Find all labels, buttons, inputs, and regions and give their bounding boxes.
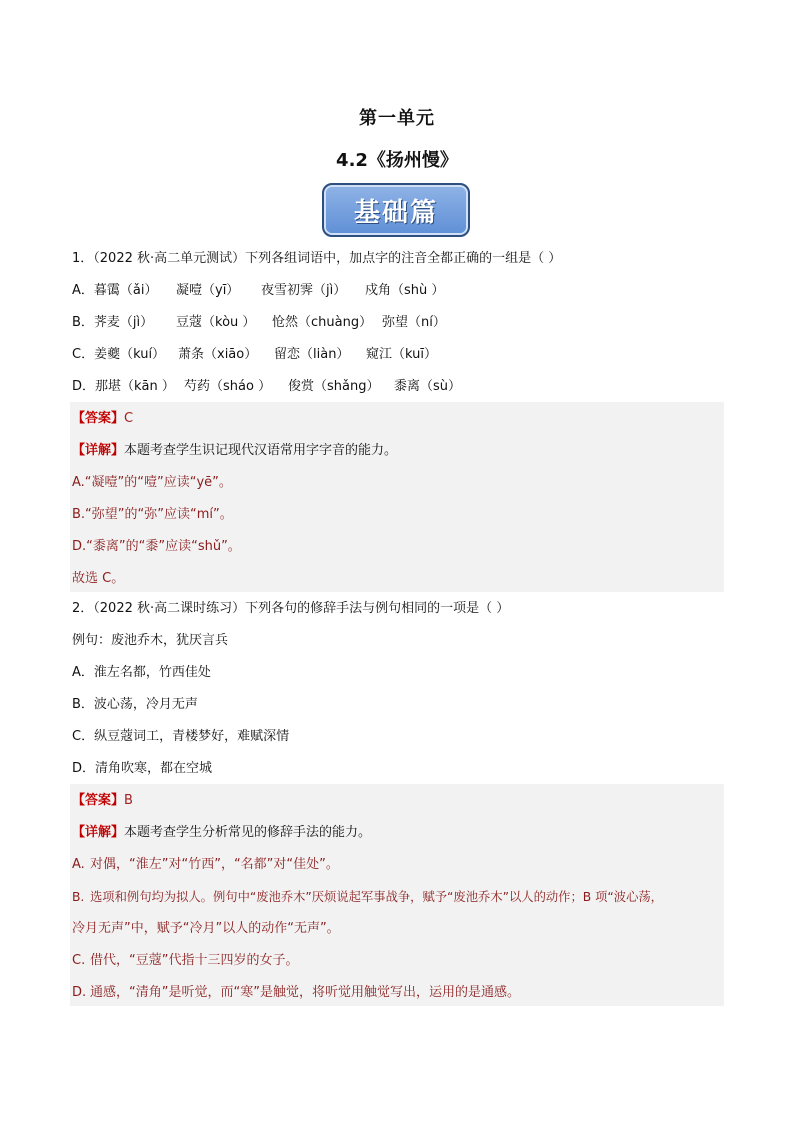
lesson-title: 4.2《扬州慢》: [336, 150, 458, 171]
question-2-option-a: A．淮左名都，竹西佳处: [72, 665, 211, 680]
question-2-option-b: B．波心荡，冷月无声: [72, 697, 198, 712]
option-part: 怆然（chuàng）: [272, 315, 373, 330]
explanation-line: [72, 984, 520, 1002]
question-2-stem: 2．（2022 秋·高二课时练习）下列各句的修辞手法与例句相同的一项是（ ）: [72, 601, 510, 616]
explanation-line: D.“黍离”的“黍”应读“shǔ”。: [72, 539, 241, 554]
explanation-line: 故选 C。: [72, 571, 125, 586]
question-1-answer: [72, 410, 133, 428]
explanation-line: [72, 920, 340, 938]
question-1-solution-box: [70, 402, 724, 592]
explanation-tag: 【详解】: [72, 825, 125, 840]
explanation-line: [72, 952, 298, 970]
option-part: C．姜夔（kuí）: [72, 347, 166, 362]
question-1-option-c: [72, 346, 437, 364]
option-part: A．暮霭（ǎi）: [72, 283, 158, 298]
question-1-stem: 1．（2022 秋·高二单元测试）下列各组词语中，加点字的注音全都正确的一组是（ ）: [72, 251, 562, 266]
explanation-label: D.: [72, 985, 87, 1000]
explanation-text: 借代，“豆蔻”代指十三四岁的女子。: [90, 953, 299, 968]
option-part: 豆蔻（kòu ）: [176, 315, 256, 330]
question-2-answer: [72, 792, 133, 810]
unit-title: 第一单元: [359, 108, 435, 129]
question-2-explanation: [72, 824, 371, 842]
option-part: 萧条（xiāo）: [178, 347, 258, 362]
option-part: 俊赏（shǎng）: [288, 379, 380, 394]
answer-value: C: [124, 411, 134, 426]
question-2-example: 例句：废池乔木，犹厌言兵: [72, 633, 229, 648]
option-part: B．荠麦（jì）: [72, 315, 154, 330]
question-1-option-a: [72, 282, 444, 300]
question-2-option-c: C．纵豆蔻词工，青楼梦好，难赋深情: [72, 729, 290, 744]
section-badge: [322, 183, 470, 237]
explanation-tag: 【详解】: [72, 443, 125, 458]
option-part: 芍药（sháo ）: [184, 379, 272, 394]
question-1-option-d: [72, 378, 461, 396]
option-part: 黍离（sù）: [394, 379, 462, 394]
explanation-text: 选项和例句均为拟人。例句中“废池乔木”厌烦说起军事战争，赋予“废池乔木”以人的动作；B 项“波心荡，: [90, 890, 663, 904]
question-1-option-b: [72, 314, 446, 332]
answer-value: B: [124, 793, 133, 808]
answer-tag: 【答案】: [72, 793, 125, 808]
explanation-text: 对偶，“淮左”对“竹西”，“名都”对“佳处”。: [90, 857, 339, 872]
explanation-line: [72, 856, 339, 874]
option-part: 夜雪初霁（jì）: [261, 283, 347, 298]
answer-tag: 【答案】: [72, 411, 125, 426]
explanation-text: 本题考查学生分析常见的修辞手法的能力。: [124, 825, 372, 840]
explanation-label: C.: [72, 953, 86, 968]
section-badge-label: 基础篇: [353, 197, 438, 228]
explanation-text: 冷月无声”中，赋予“冷月”以人的动作“无声”。: [72, 921, 340, 936]
option-part: D．那堪（kān ）: [72, 379, 175, 394]
option-part: 戍角（shù ）: [365, 283, 445, 298]
explanation-text: 本题考查学生识记现代汉语常用字字音的能力。: [124, 443, 398, 458]
question-2-option-d: D．清角吹寒，都在空城: [72, 761, 213, 776]
explanation-label: B.: [72, 890, 85, 904]
explanation-line: A.“凝噎”的“噎”应读“yē”。: [72, 475, 232, 490]
option-part: 弥望（ní）: [382, 315, 446, 330]
explanation-line: [72, 888, 663, 906]
option-part: 窥江（kuī）: [366, 347, 437, 362]
explanation-label: A.: [72, 857, 85, 872]
option-part: 凝噎（yī）: [176, 283, 240, 298]
explanation-line: B.“弥望”的“弥”应读“mí”。: [72, 507, 233, 522]
option-part: 留恋（liàn）: [274, 347, 350, 362]
question-1-explanation: [72, 442, 397, 460]
explanation-text: 通感，“清角”是听觉，而“寒”是触觉，将听觉用触觉写出，运用的是通感。: [90, 985, 520, 1000]
